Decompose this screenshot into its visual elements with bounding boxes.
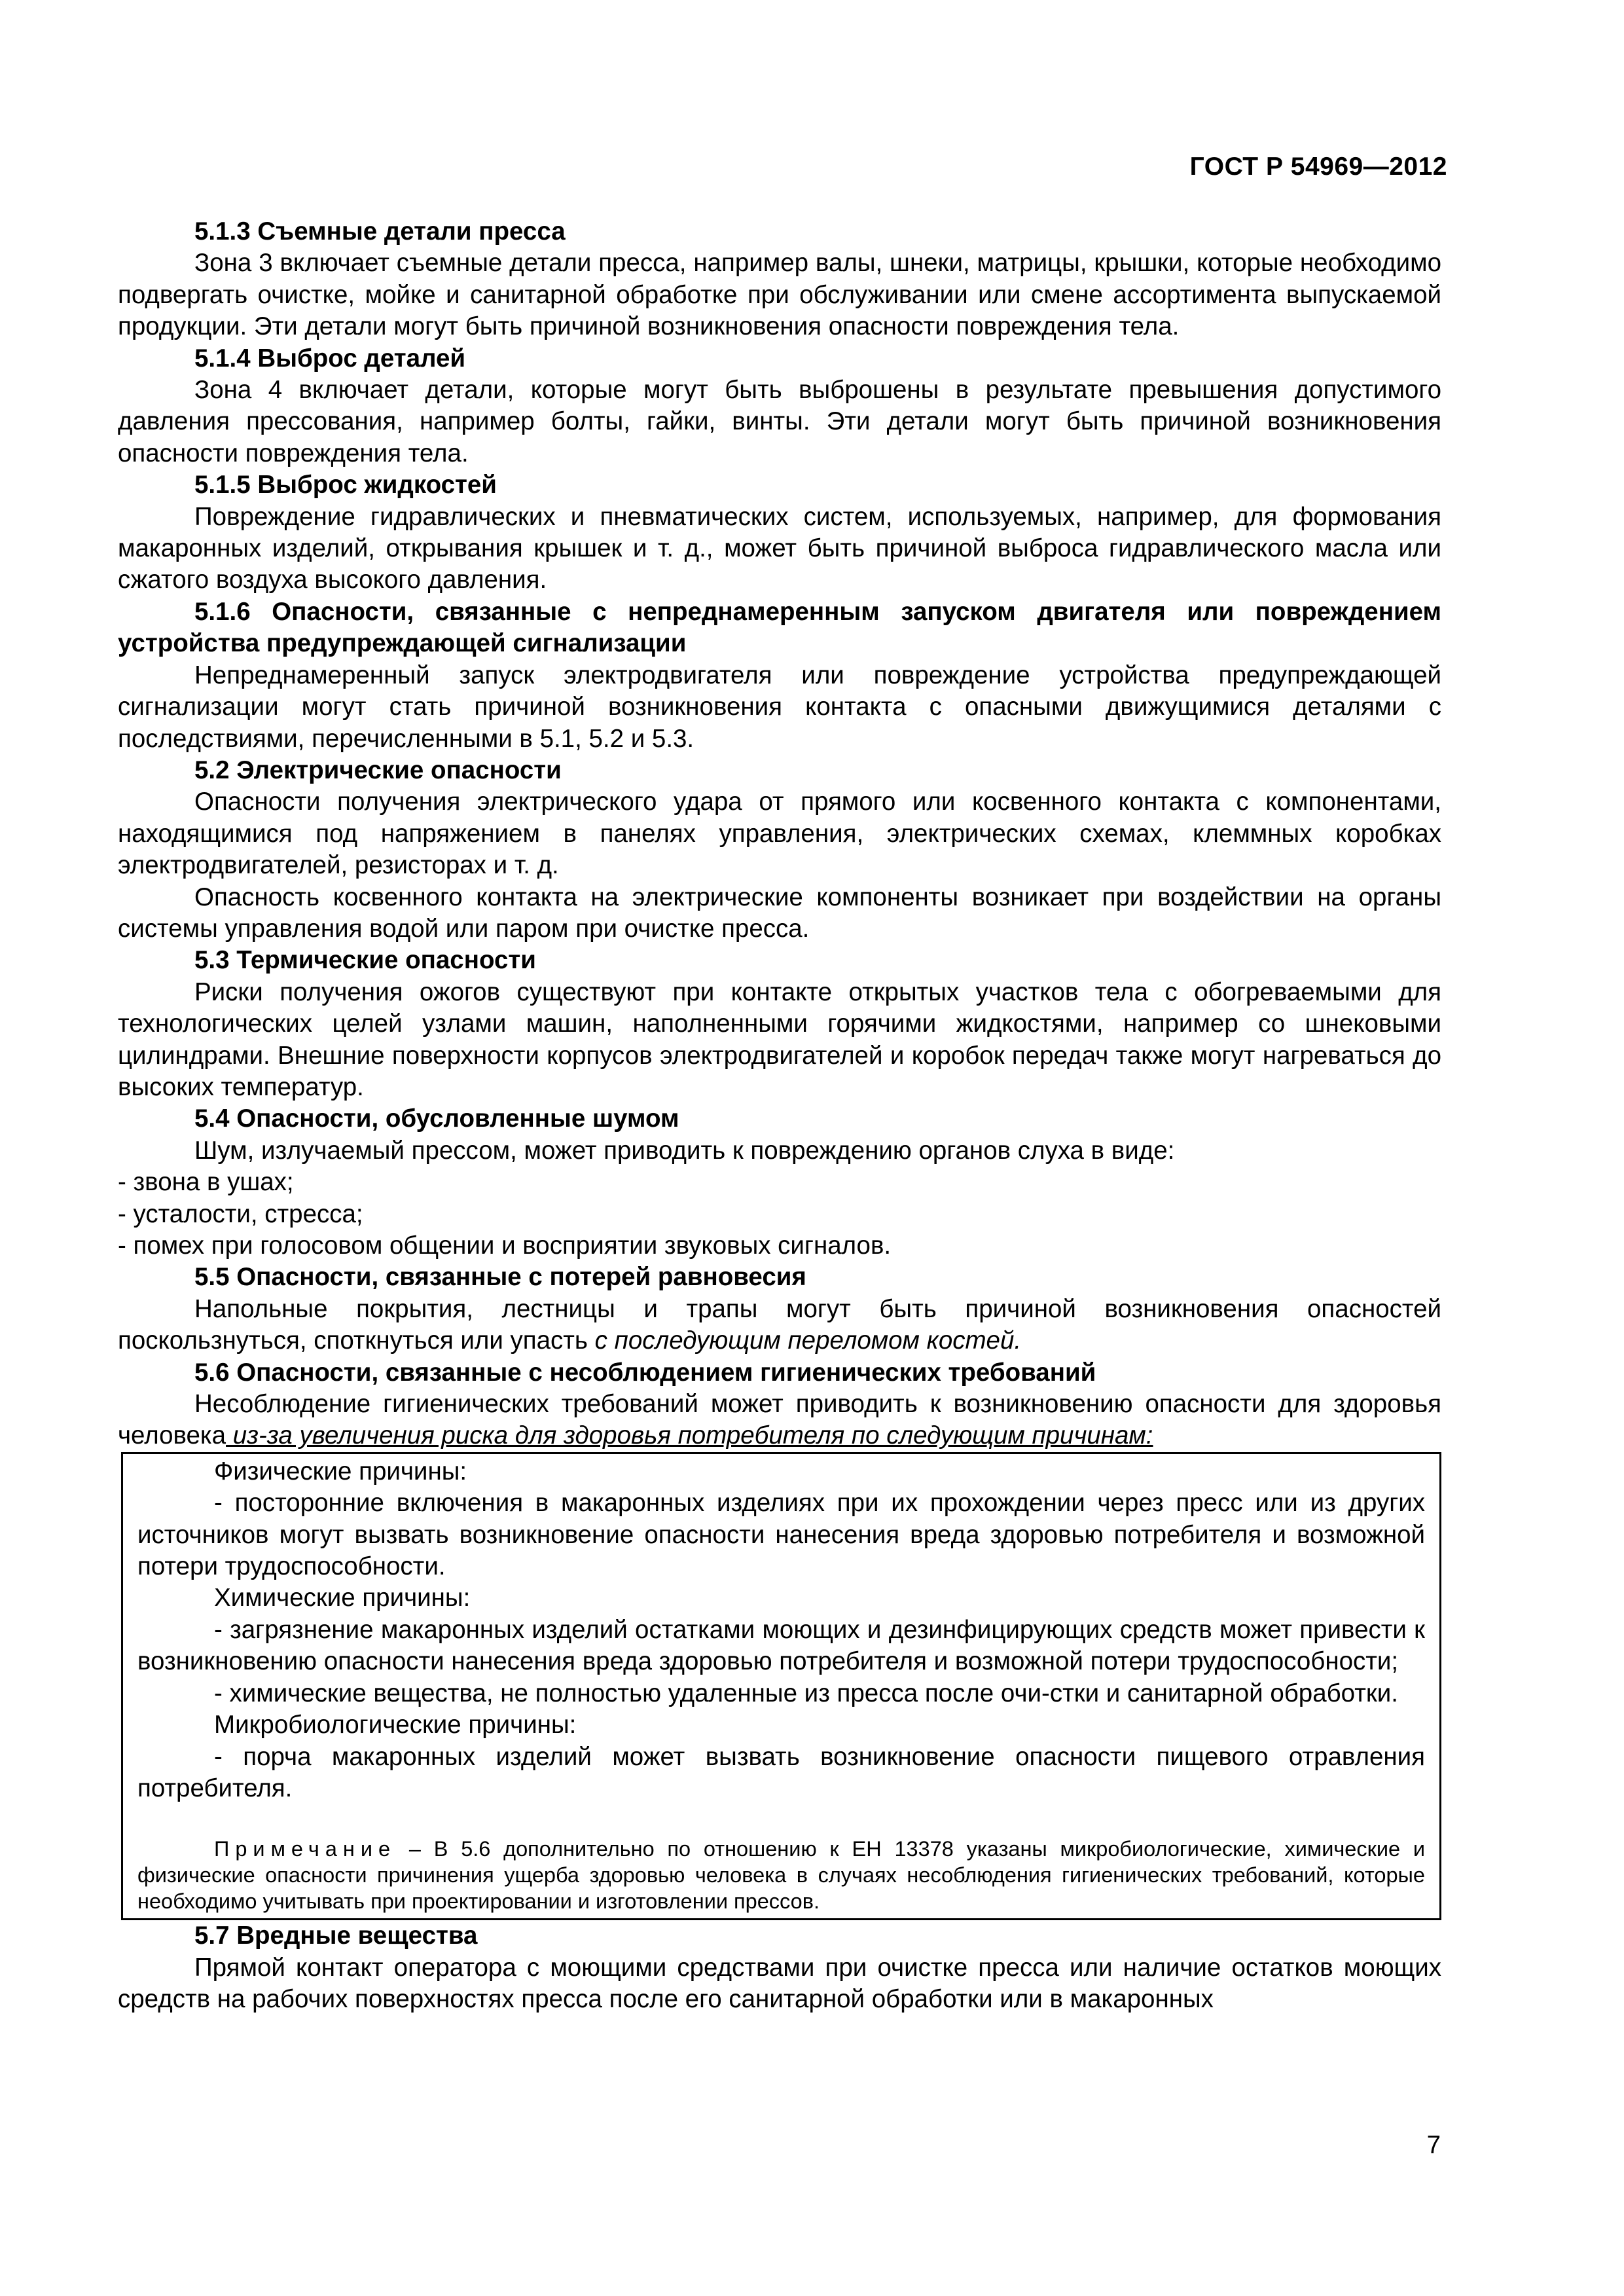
microbiological-causes-title: Микробиологические причины: (214, 1711, 577, 1740)
section-5-6-text (118, 1389, 1441, 1452)
section-5-1-3-heading: 5.1.3 Съемные детали пресса (194, 217, 566, 246)
section-5-5-text-italic: с последующим переломом костей. (587, 1326, 1022, 1355)
section-5-6-text-plain: Несоблюдение гигиенических требований может приводить к возникновению опасности для здоровья человека (118, 1390, 1441, 1450)
section-5-1-6-text: Непреднамеренный запуск электродвигателя или повреждение устройства предупреждающей сигнализации могут стать причиной возникновения контакта с опасными движущимися деталями с последствиями, перечисленными в 5.1, 5.2 и 5.3. (118, 661, 1441, 753)
section-5-2-heading: 5.2 Электрические опасности (194, 756, 562, 784)
section-5-2-text-2: Опасность косвенного контакта на электрические компоненты возникает при воздействии на органы системы управления водой или паром при очистке пресса. (118, 883, 1441, 943)
section-5-1-3-text: Зона 3 включает съемные детали пресса, например валы, шнеки, матрицы, крышки, которые необходимо подвергать очистке, мойке и санитарной обработке при обслуживании или смене ассортимента выпускаемой продукции. Эти детали могут быть причиной возникновения опасности повреждения тела. (118, 249, 1441, 341)
section-5-2-text-1: Опасности получения электрического удара от прямого или косвенного контакта с компонентами, находящимися под напряжением в панелях управления, электрических схемах, клеммных коробках электродвигателей, резисторах и т. д. (118, 788, 1441, 880)
page-number: 7 (1426, 2131, 1441, 2159)
chemical-causes-text-1: - загрязнение макаронных изделий остатками моющих и дезинфицирующих средств может привести к возникновению опасности нанесения вреда здоровью потребителя и возможной потери трудоспособности; (137, 1615, 1425, 1676)
section-5-4-text: Шум, излучаемый прессом, может приводить к повреждению органов слуха в виде: (194, 1136, 1175, 1165)
section-5-5-text-plain: Напольные покрытия, лестницы и трапы могут быть причиной возникновения опасностей поскользнуться, споткнуться или упасть (118, 1294, 1441, 1355)
section-5-6-heading: 5.6 Опасности, связанные с несоблюдением гигиенических требований (194, 1358, 1096, 1387)
chemical-causes-text-2: - химические вещества, не полностью удаленные из пресса после очи-стки и санитарной обработки. (214, 1679, 1398, 1707)
section-5-1-4-heading: 5.1.4 Выброс деталей (194, 344, 466, 373)
section-5-4-heading: 5.4 Опасности, обусловленные шумом (194, 1104, 679, 1133)
section-5-1-6-heading: 5.1.6 Опасности, связанные с непреднамеренным запуском двигателя или повреждением устройства предупреждающей сигнализации (118, 597, 1441, 658)
hygiene-causes-box (121, 1452, 1441, 1920)
section-5-3-text: Риски получения ожогов существуют при контакте открытых участков тела с обогреваемыми для технологических целей узлами машин, наполненными горячими жидкостями, например со шнековыми цилиндрами. Внешние поверхности корпусов электродвигателей и коробок передач также могут нагреваться до высоких температур. (118, 977, 1441, 1101)
document-header: ГОСТ Р 54969—2012 (1189, 153, 1447, 181)
section-5-5-heading: 5.5 Опасности, связанные с потерей равновесия (194, 1263, 806, 1292)
section-5-6-text-italic: из-за увеличения риска для здоровья потребителя по следующим причинам: (226, 1421, 1153, 1450)
section-5-1-5-text: Повреждение гидравлических и пневматических систем, используемых, например, для формования макаронных изделий, открывания крышек и т. д., может быть причиной выброса гидравлического масла или сжатого воздуха высокого давления. (118, 502, 1441, 594)
document-body (118, 216, 1441, 2016)
section-5-7-text: Прямой контакт оператора с моющими средствами при очистке пресса или наличие остатков моющих средств на рабочих поверхностях пресса после его санитарной обработки или в макаронных (118, 1953, 1441, 2014)
chemical-causes-title: Химические причины: (214, 1584, 471, 1613)
list-item: - звона в ушах; (118, 1168, 294, 1197)
section-5-7-heading: 5.7 Вредные вещества (194, 1922, 478, 1950)
section-5-1-5-heading: 5.1.5 Выброс жидкостей (194, 471, 497, 500)
section-5-5-text (118, 1294, 1441, 1357)
section-5-3-heading: 5.3 Термические опасности (194, 946, 536, 975)
list-item: - усталости, стресса; (118, 1199, 363, 1228)
list-item: - помех при голосовом общении и восприятии звуковых сигналов. (118, 1231, 892, 1260)
microbiological-causes-text: - порча макаронных изделий может вызвать возникновение опасности пищевого отравления потребителя. (137, 1742, 1425, 1802)
physical-causes-title: Физические причины: (214, 1457, 467, 1485)
section-5-1-4-text: Зона 4 включает детали, которые могут быть выброшены в результате превышения допустимого давления прессования, например болты, гайки, винты. Эти детали могут быть причиной возникновения опасности повреждения тела. (118, 376, 1441, 467)
note-text: – В 5.6 дополнительно по отношению к ЕН 13378 указаны микробиологические, химические и физические опасности причинения ущерба здоровью человека в случаях несоблюдения гигиенических требований, которые необходимо учитывать при проектировании и изготовлении прессов. (137, 1837, 1425, 1914)
note-label: Примечание (214, 1837, 397, 1861)
note-paragraph (137, 1836, 1425, 1914)
physical-causes-text: - посторонние включения в макаронных изделиях при их прохождении через пресс или из других источников могут вызвать возникновение опасности нанесения вреда здоровью потребителя и возможной потери трудоспособности. (137, 1489, 1425, 1581)
